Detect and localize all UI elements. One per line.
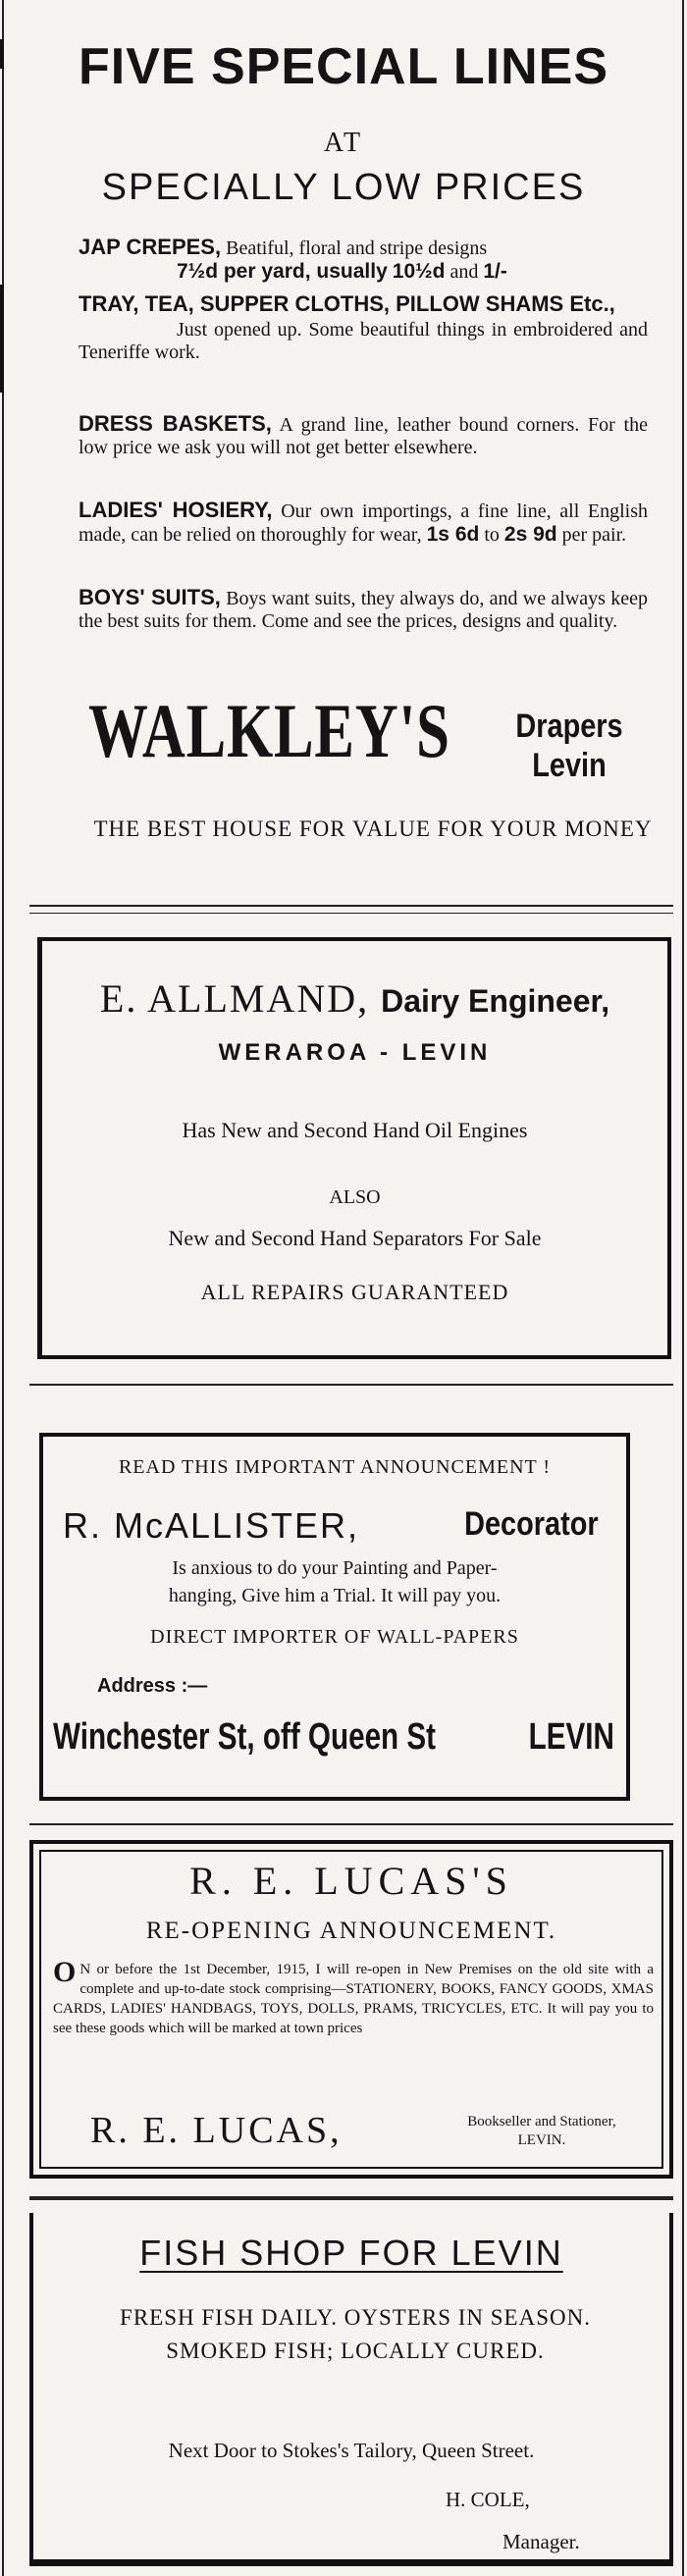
address-street: Winchester St, off Queen St <box>53 1716 437 1758</box>
address-label: Address :— <box>97 1675 208 1697</box>
store-trade-line: Drapers <box>515 708 623 745</box>
ad-announcement: READ THIS IMPORTANT ANNOUNCEMENT ! <box>118 1456 552 1478</box>
ad-line: Has New and Second Hand Oil Engines <box>182 1118 528 1142</box>
fish-shop-advertisement <box>29 2213 673 2566</box>
item-text: Boys want suits, they always do, and we always keep the best suits for them. Come and see the prices, designs and quality. <box>79 588 648 632</box>
store-trade-line: Levin <box>532 747 607 784</box>
right-column-rule <box>682 0 684 2576</box>
ad-title <box>42 975 667 1022</box>
walkleys-advertisement <box>29 20 658 883</box>
ad-subhead: SPECIALLY LOW PRICES <box>101 167 586 208</box>
item-price: 1/- <box>483 260 507 283</box>
ad-body: FRESH FISH DAILY. OYSTERS IN SEASON. SMOKED FISH; LOCALLY CURED. <box>120 2305 591 2363</box>
item-price: 1s 6d <box>426 523 480 546</box>
owner-name: H. COLE, <box>446 2488 530 2511</box>
product-item-ladies-hosiery <box>79 499 648 547</box>
item-text: and <box>449 261 479 283</box>
address-town: LEVIN <box>528 1716 614 1758</box>
item-price: 10½d <box>392 260 446 283</box>
business-trade: Decorator <box>464 1505 599 1543</box>
ad-address: Next Door to Stokes's Tailory, Queen Street. <box>168 2439 535 2462</box>
store-tagline: THE BEST HOUSE FOR VALUE FOR YOUR MONEY <box>93 816 653 841</box>
allmand-advertisement <box>37 937 671 1359</box>
drop-cap: O <box>53 1956 77 1988</box>
item-lead: BOYS' SUITS, <box>79 585 221 609</box>
product-item-cloths <box>79 292 648 364</box>
divider-rule <box>29 1823 673 1825</box>
item-text: A grand line, leather bound corners. For the low price we ask you will not get better elsewhere. <box>79 414 648 458</box>
business-trade <box>424 2113 660 2150</box>
divider-rule <box>29 2196 673 2200</box>
margin-mark <box>0 39 4 69</box>
business-trade-line: LEVIN. <box>517 2132 566 2148</box>
ad-headline: FIVE SPECIAL LINES <box>78 38 609 95</box>
ad-line: ALL REPAIRS GUARANTEED <box>200 1280 509 1304</box>
ad-line: Is anxious to do your Painting and Paper- <box>172 1557 498 1579</box>
ad-line: DIRECT IMPORTER OF WALL-PAPERS <box>150 1626 519 1648</box>
margin-mark <box>0 285 4 393</box>
item-text: Just opened up. Some beautiful things in embroidered and Teneriffe work. <box>79 319 648 363</box>
divider-rule <box>29 913 673 914</box>
item-lead: DRESS BASKETS, <box>79 411 272 436</box>
ad-body <box>53 1956 654 2038</box>
ad-body-text: N or before the 1st December, 1915, I will re-open in New Premises on the old site with a complete and up-to-date stock comprising—STATIONERY, BOOKS, FANCY GOODS, XMAS CARDS, LADIES' HANDBAGS, TOYS, DOLLS, PRAMS, TRICYCLES, ETC. It will pay you to see these goods which will be marked at town prices <box>53 1962 654 2036</box>
ad-subtitle: RE-OPENING ANNOUNCEMENT. <box>145 1918 557 1944</box>
ad-title: R. E. LUCAS'S <box>189 1859 513 1903</box>
product-item-boys-suits <box>79 586 648 633</box>
business-trade-line: Bookseller and Stationer, <box>467 2114 616 2129</box>
ad-line: hanging, Give him a Trial. It will pay you. <box>168 1585 502 1606</box>
store-name: WALKLEY'S <box>88 688 450 773</box>
lucas-advertisement <box>29 1840 673 2179</box>
business-name: R. McALLISTER, <box>63 1505 360 1546</box>
divider-rule <box>29 905 673 907</box>
divider-rule <box>29 2559 673 2566</box>
business-name: R. E. LUCAS, <box>90 2110 343 2151</box>
item-text: to <box>484 524 500 546</box>
item-text: per pair. <box>561 524 627 546</box>
ad-line: ALSO <box>329 1186 381 1208</box>
item-lead: LADIES' HOSIERY, <box>79 498 273 522</box>
business-name: E. ALLMAND, <box>99 976 370 1021</box>
ad-body <box>43 1554 626 1609</box>
item-price: 7½d per yard, usually <box>177 260 388 283</box>
business-trade: Dairy Engineer, <box>381 983 610 1019</box>
ad-title: FISH SHOP FOR LEVIN <box>139 2233 563 2273</box>
mcallister-advertisement <box>39 1433 630 1801</box>
business-location: WERAROA - LEVIN <box>218 1039 492 1066</box>
ad-at: AT <box>323 128 364 158</box>
item-lead: TRAY, TEA, SUPPER CLOTHS, PILLOW SHAMS Etc., <box>79 291 615 316</box>
product-item-jap-crepes <box>79 236 648 284</box>
store-trade <box>502 707 636 785</box>
item-lead: JAP CREPES, <box>79 235 222 259</box>
ad-line: New and Second Hand Separators For Sale <box>168 1226 542 1250</box>
item-text: Our own importings, a fine line, all English made, can be relied on thoroughly for wear, <box>79 500 649 546</box>
product-item-dress-baskets <box>79 412 648 459</box>
owner-role: Manager. <box>502 2530 580 2553</box>
item-text: Beatiful, floral and stripe designs <box>226 237 488 259</box>
item-price: 2s 9d <box>503 523 557 546</box>
divider-rule <box>29 1384 673 1386</box>
